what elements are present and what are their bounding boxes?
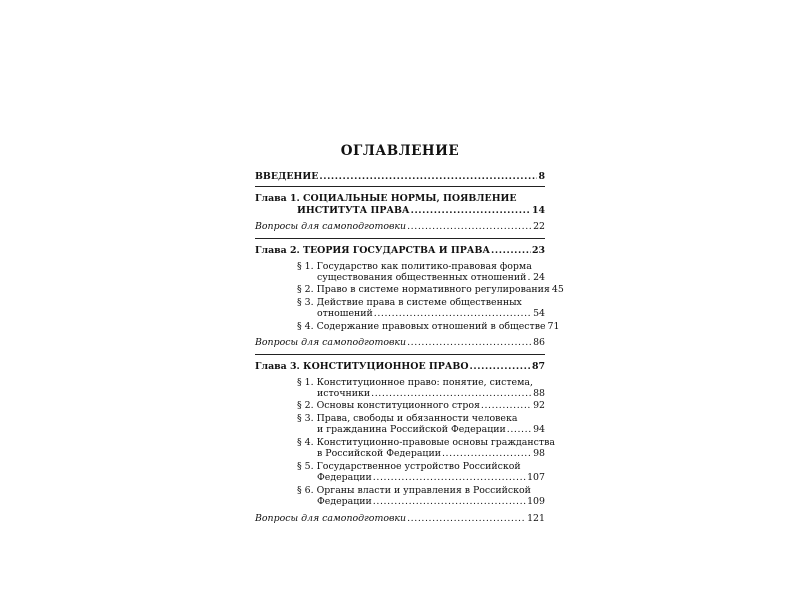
toc-chapter-2: Глава 2. ТЕОРИЯ ГОСУДАРСТВА И ПРАВА ..... 23 [255, 245, 545, 257]
toc-chapter-1-line2: ИНСТИТУТА ПРАВА ..... 14 [297, 205, 545, 217]
toc-chapter-1-line1: Глава 1. СОЦИАЛЬНЫЕ НОРМЫ, ПОЯВЛЕНИЕ [255, 193, 517, 204]
toc-section-3-4-line2: в Российской Федерации ..... 98 [317, 448, 545, 460]
toc-section-3-5-line1: § 5. Государственное устройство Российской [297, 461, 521, 472]
divider [255, 238, 545, 239]
toc-section-2-3-line1: § 3. Действие права в системе общественных [297, 297, 522, 308]
toc-chapter-3: Глава 3. КОНСТИТУЦИОННОЕ ПРАВО ..... 87 [255, 361, 545, 373]
toc-section-3-6-line1: § 6. Органы власти и управления в Российской [297, 485, 531, 496]
toc-section-3-2: § 2. Основы конституционного строя ..... 92 [297, 400, 545, 412]
toc-section-3-1-line2: источники ..... 88 [317, 388, 545, 400]
toc-section-3-5-line2: Федерации ..... 107 [317, 472, 545, 484]
toc-section-2-4: § 4. Содержание правовых отношений в обществе 71 [297, 321, 560, 332]
toc-section-3-3-line2: и гражданина Российской Федерации ..... 94 [317, 424, 545, 436]
toc-section-2-1-line1: § 1. Государство как политико-правовая форма [297, 261, 532, 272]
divider [255, 186, 545, 187]
toc-questions-ch2: Вопросы для самоподготовки ..... 86 [255, 337, 545, 349]
page-title: ОГЛАВЛЕНИЕ [340, 143, 460, 159]
toc-questions-ch3: Вопросы для самоподготовки ..... 121 [255, 513, 545, 525]
divider [255, 354, 545, 355]
toc-section-3-3-line1: § 3. Права, свободы и обязанности человека [297, 413, 518, 424]
toc-section-2-3-line2: отношений ..... 54 [317, 308, 545, 320]
toc-entry-intro: ВВЕДЕНИЕ ..... 8 [255, 171, 545, 183]
toc-section-3-4-line1: § 4. Конституционно-правовые основы гражданства [297, 437, 555, 448]
toc-questions-ch1: Вопросы для самоподготовки ..... 22 [255, 221, 545, 233]
toc-section-3-1-line1: § 1. Конституционное право: понятие, система, [297, 377, 533, 388]
toc-page [255, 0, 564, 600]
toc-section-2-1-line2: существования общественных отношений ..... 24 [317, 272, 545, 284]
toc-section-3-6-line2: Федерации ..... 109 [317, 496, 545, 508]
toc-section-2-2: § 2. Право в системе нормативного регулирования 45 [297, 284, 564, 295]
